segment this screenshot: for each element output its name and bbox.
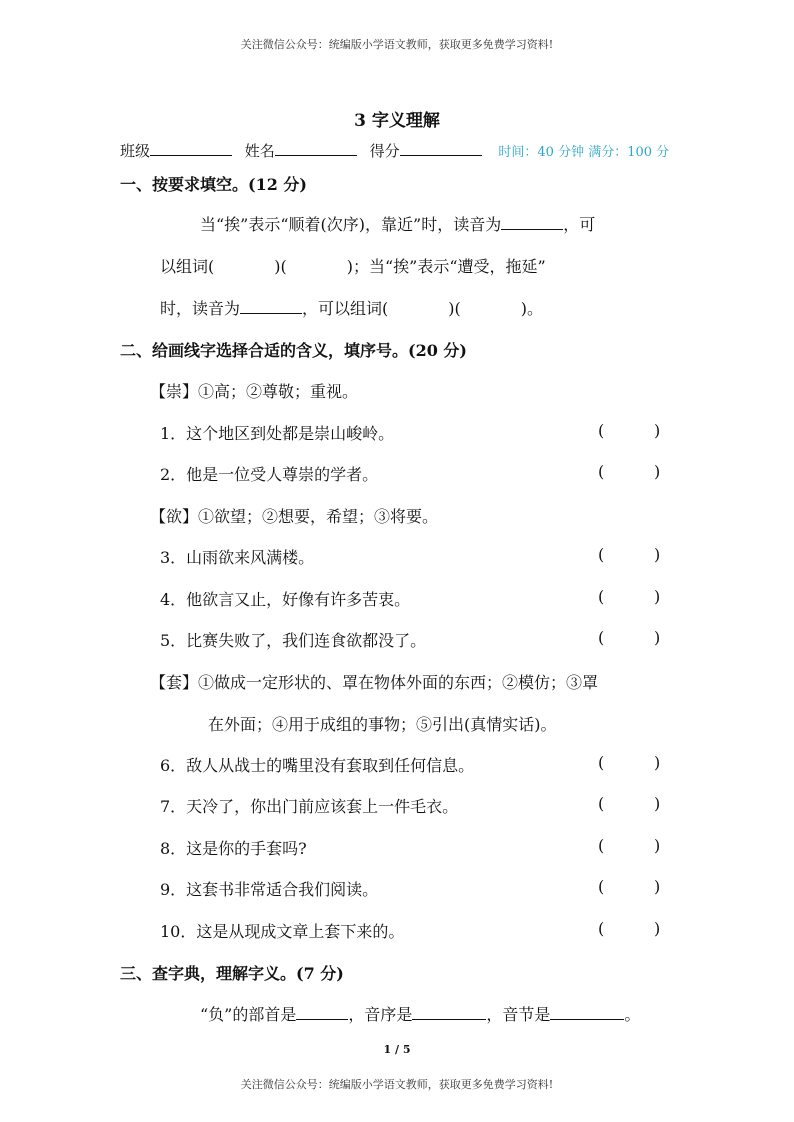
answer-6[interactable] <box>598 753 682 772</box>
text: 当“挨”表示“顺着(次序)，靠近”时，读音为 <box>200 215 502 234</box>
radical-blank[interactable] <box>296 1003 348 1020</box>
question-5: 5．比赛失败了，我们连食欲都没了。 <box>160 631 427 650</box>
class-blank[interactable] <box>150 141 232 156</box>
answer-1[interactable] <box>598 421 682 440</box>
answer-7[interactable] <box>598 794 682 813</box>
paren-open: ( <box>598 628 605 647</box>
student-info-row <box>120 140 690 161</box>
text: )。 <box>520 299 543 318</box>
section-1-line-1 <box>200 212 595 235</box>
text: ，音节是 <box>486 1005 551 1024</box>
answer-5[interactable] <box>598 628 682 647</box>
pinyin-blank-2[interactable] <box>240 297 302 314</box>
section-3-heading: 三、查字典，理解字义。(7 分) <box>120 964 344 983</box>
question-6: 6．敌人从战士的嘴里没有套取到任何信息。 <box>160 756 475 775</box>
definition-chong: 【崇】①高；②尊敬；重视。 <box>150 382 359 401</box>
letter-order-blank[interactable] <box>412 1003 486 1020</box>
definition-yu: 【欲】①欲望；②想要，希望；③将要。 <box>150 507 439 526</box>
answer-10[interactable] <box>598 919 682 938</box>
class-label: 班级 <box>120 142 151 160</box>
paren-open: ( <box>598 545 605 564</box>
question-10: 10．这是从现成文章上套下来的。 <box>160 922 405 941</box>
paren-close: ) <box>654 587 661 606</box>
score-label: 得分 <box>369 142 400 160</box>
time-score-info: 时间：40 分钟 满分：100 分 <box>498 145 670 160</box>
question-8: 8．这是你的手套吗? <box>160 839 307 858</box>
paren-close: ) <box>654 628 661 647</box>
page-header: 关注微信公众号：统编版小学语文教师，获取更多免费学习资料! <box>240 38 554 51</box>
text: 时，读音为 <box>160 299 241 318</box>
paren-open: ( <box>598 587 605 606</box>
question-3: 3．山雨欲来风满楼。 <box>160 548 315 567</box>
paren-close: ) <box>654 794 661 813</box>
paren-close: ) <box>654 836 661 855</box>
page-number: 1 / 5 <box>383 1043 411 1056</box>
question-7: 7．天冷了，你出门前应该套上一件毛衣。 <box>160 797 459 816</box>
score-blank[interactable] <box>400 141 482 156</box>
paren-open: ( <box>598 794 605 813</box>
page-title: 3 字义理解 <box>354 111 440 131</box>
section-1-line-3 <box>160 296 543 319</box>
text: )( <box>274 257 287 276</box>
text: ，音序是 <box>348 1005 413 1024</box>
name-blank[interactable] <box>275 141 357 156</box>
definition-tao-line-2: 在外面；④用于成组的事物；⑤引出(真情实话)。 <box>208 715 557 734</box>
paren-close: ) <box>654 919 661 938</box>
pinyin-blank-1[interactable] <box>501 213 563 230</box>
definition-tao-line-1: 【套】①做成一定形状的、罩在物体外面的东西；②模仿；③罩 <box>150 673 599 692</box>
text: ，可以组词( <box>302 299 389 318</box>
paren-open: ( <box>598 877 605 896</box>
answer-2[interactable] <box>598 462 682 481</box>
question-1: 1．这个地区到处都是崇山峻岭。 <box>160 424 395 443</box>
answer-9[interactable] <box>598 877 682 896</box>
answer-8[interactable] <box>598 836 682 855</box>
paren-close: ) <box>654 421 661 440</box>
section-1-line-2 <box>160 254 546 277</box>
paren-open: ( <box>598 462 605 481</box>
name-label: 姓名 <box>244 142 275 160</box>
paren-close: ) <box>654 545 661 564</box>
syllable-blank[interactable] <box>550 1003 624 1020</box>
answer-3[interactable] <box>598 545 682 564</box>
section-2-heading: 二、给画线字选择合适的含义，填序号。(20 分) <box>120 341 467 360</box>
section-3-line-1 <box>200 1002 640 1025</box>
question-2: 2．他是一位受人尊崇的学者。 <box>160 465 379 484</box>
text: 。 <box>624 1005 641 1024</box>
question-4: 4．他欲言又止，好像有许多苦衷。 <box>160 590 411 609</box>
text: ，可 <box>563 215 596 234</box>
paren-open: ( <box>598 919 605 938</box>
question-9: 9．这套书非常适合我们阅读。 <box>160 880 379 899</box>
paren-open: ( <box>598 836 605 855</box>
text: )( <box>448 299 461 318</box>
answer-4[interactable] <box>598 587 682 606</box>
paren-close: ) <box>654 462 661 481</box>
page-footer: 关注微信公众号：统编版小学语文教师，获取更多免费学习资料! <box>240 1078 554 1091</box>
paren-close: ) <box>654 753 661 772</box>
text: 以组词( <box>160 257 215 276</box>
section-1-heading: 一、按要求填空。(12 分) <box>120 175 307 194</box>
paren-open: ( <box>598 753 605 772</box>
text: “负”的部首是 <box>200 1005 297 1024</box>
paren-close: ) <box>654 877 661 896</box>
text: )；当“挨”表示“遭受，拖延” <box>346 257 546 276</box>
paren-open: ( <box>598 421 605 440</box>
